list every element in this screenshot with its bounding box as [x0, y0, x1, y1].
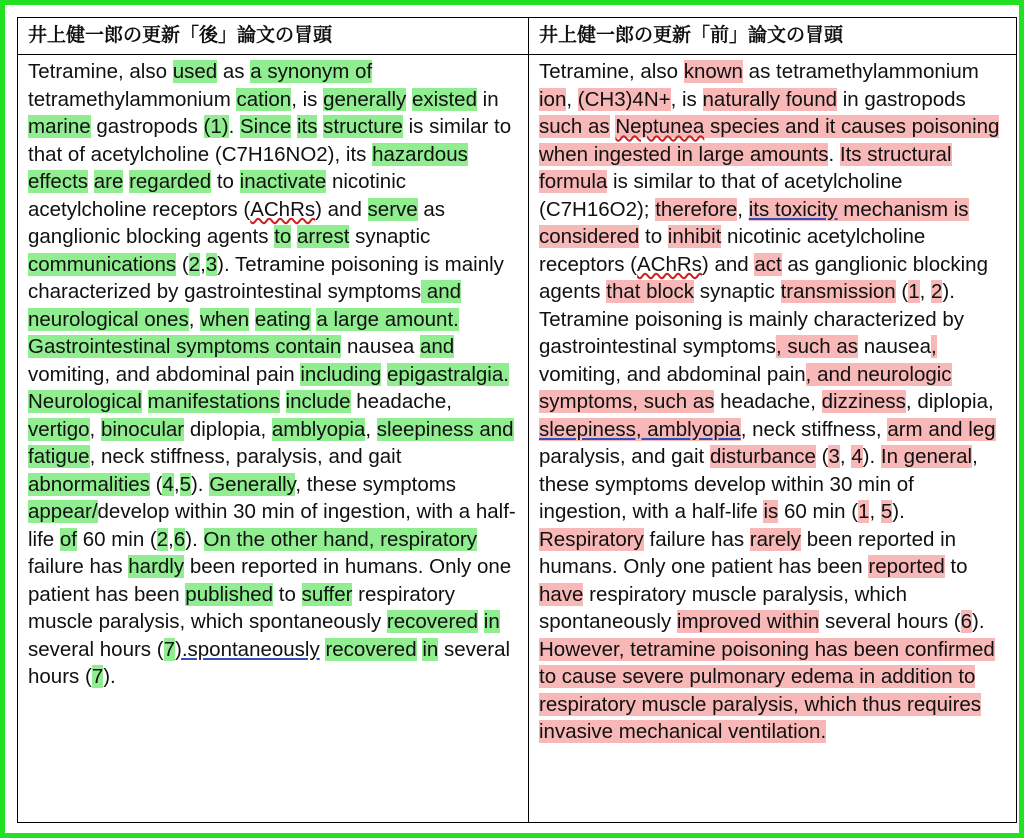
text-segment: , [188, 307, 201, 331]
highlighted-text: dizziness [821, 390, 906, 413]
highlighted-text: its toxicity [748, 197, 838, 221]
highlighted-text: communications [28, 252, 177, 276]
text-segment: been reported in humans. Only one patient has been [28, 555, 512, 606]
text-segment: , [737, 197, 749, 221]
highlighted-text: used [172, 60, 218, 83]
text-segment: , is [291, 87, 324, 111]
highlighted-text: a synonym of [250, 60, 373, 83]
highlighted-text: and neurological ones [28, 280, 461, 331]
highlighted-text: , such as [775, 335, 859, 358]
text-segment: , neck stiffness, paralysis, and gait [89, 445, 402, 468]
highlighted-text: improved within [676, 610, 820, 633]
text-segment [280, 390, 286, 413]
table-header-row [18, 18, 1017, 55]
highlighted-text: 2 [156, 527, 169, 551]
text-segment: vomiting, and abdominal pain [28, 362, 301, 386]
table-row [18, 55, 1017, 823]
highlighted-text: 7 [91, 665, 104, 688]
text-segment: gastropods [90, 115, 204, 138]
text-segment: ( [815, 445, 829, 468]
text-segment: synaptic [349, 225, 431, 248]
highlighted-text: 1 [858, 500, 870, 523]
highlighted-text: serve [367, 197, 418, 221]
highlighted-text: Gastrointestinal symptoms contain [28, 335, 342, 358]
text-segment: paralysis, and gait [539, 445, 710, 468]
text-segment: , [919, 280, 932, 303]
highlighted-text: manifestations [147, 390, 280, 413]
text-segment: AChRs [636, 252, 702, 276]
highlighted-text: arm and leg [887, 417, 996, 441]
highlighted-text: 5 [179, 472, 191, 496]
header-before: 井上健一郎の更新「前」論文の冒頭 [529, 18, 1017, 55]
highlighted-text: 4 [162, 472, 174, 496]
text-segment [88, 170, 94, 193]
text-segment: Tetramine, also [28, 60, 173, 83]
highlighted-text: marine [28, 115, 91, 138]
text-segment: , [869, 500, 881, 523]
highlighted-text: therefore [655, 197, 738, 221]
text-segment: 60 min ( [778, 500, 859, 523]
highlighted-text: appear/ [28, 500, 98, 523]
text-segment: ). [972, 610, 985, 633]
highlighted-text: naturally found [702, 87, 837, 111]
highlighted-text: 7 [163, 637, 175, 661]
highlighted-text: sleepiness and fatigue [28, 417, 514, 468]
before-text-cell [529, 55, 1017, 823]
comparison-table [17, 17, 1017, 823]
text-segment [249, 308, 255, 331]
text-segment: . [828, 142, 840, 166]
text-segment: in gastropods [837, 87, 966, 111]
text-segment: is similar to that of acetylcholine (C7H16O2); [539, 170, 903, 221]
highlighted-text: have [539, 582, 584, 606]
text-segment: , is [670, 87, 703, 111]
highlighted-text: 6 [173, 527, 186, 551]
text-segment: develop within 30 min of ingestion, with a half-life [28, 500, 516, 551]
highlighted-text: , [930, 335, 937, 358]
highlighted-text: recovered [386, 610, 479, 633]
text-segment: respiratory muscle paralysis, which spontaneously [28, 582, 455, 633]
text-segment: headache, [714, 390, 822, 413]
highlighted-text: In general [880, 445, 973, 468]
highlighted-text: published [185, 582, 274, 606]
text-segment: , [200, 252, 206, 276]
highlighted-text: in [483, 610, 500, 633]
text-segment: ). Tetramine poisoning is mainly characterized by gastrointestinal symptoms [539, 280, 965, 358]
text-segment [478, 610, 484, 633]
text-segment: diplopia, [184, 417, 272, 441]
highlighted-text: cation [236, 87, 292, 111]
text-segment: failure has [28, 555, 129, 578]
text-segment: , these symptoms [295, 472, 457, 496]
highlighted-text: including [300, 362, 382, 386]
highlighted-text: Its structural formula [539, 142, 952, 193]
text-segment: ). [190, 472, 210, 496]
text-segment: several hours ( [28, 637, 511, 688]
after-paragraph [28, 58, 518, 691]
highlighted-text: disturbance [709, 445, 816, 468]
text-segment: nicotinic acetylcholine receptors ( [28, 170, 407, 221]
highlighted-text: 5 [880, 500, 893, 523]
text-segment: AChRs [250, 197, 316, 221]
highlighted-text: species and it causes poisoning when ingested in large amounts [539, 115, 1000, 166]
text-segment: 60 min ( [77, 527, 157, 551]
highlighted-text: recovered [325, 637, 417, 661]
text-segment: nicotinic acetylcholine receptors ( [539, 225, 926, 276]
highlighted-text: Generally [209, 472, 296, 496]
text-segment: is similar to that of acetylcholine (C7H16NO2), its [28, 115, 512, 166]
highlighted-text: sleepiness, amblyopia [539, 417, 741, 441]
before-paragraph [539, 58, 1006, 746]
highlighted-text: hazardous [372, 142, 468, 166]
highlighted-text: its [296, 115, 318, 138]
highlighted-text: eating [254, 307, 311, 331]
highlighted-text: 1 [908, 280, 920, 303]
text-segment: failure has [643, 527, 750, 551]
highlighted-text: However, tetramine poisoning has been confirmed to cause severe pulmonary edema in addition to respiratory muscle paralysis, which thus requires invasive mechanical ventilation. [539, 637, 995, 743]
text-segment: to [639, 225, 668, 248]
highlighted-text: mechanism is considered [539, 197, 969, 248]
highlighted-text: when [200, 307, 250, 331]
highlighted-text: to [274, 225, 292, 248]
text-segment: , diplopia, [905, 390, 994, 413]
highlighted-text: of [59, 527, 78, 551]
text-segment: nausea [858, 335, 931, 358]
text-segment: Tetramine, also [539, 60, 684, 83]
text-segment: , these symptoms develop within 30 min of ingestion, with a half-life [539, 445, 978, 523]
text-segment: ( [149, 472, 163, 496]
text-segment: ). [862, 445, 881, 468]
text-segment: vomiting, and abdominal pain [539, 362, 806, 386]
text-segment: to [211, 170, 240, 193]
highlighted-text: (1) [203, 115, 229, 138]
highlighted-text: regarded [129, 170, 212, 193]
text-segment: as tetramethylammonium [742, 60, 979, 83]
highlighted-text: in [422, 637, 439, 661]
highlighted-text: existed [412, 87, 477, 111]
text-segment: , [365, 417, 377, 441]
highlighted-text: 2 [931, 280, 943, 303]
text-segment: , [566, 87, 578, 111]
highlighted-text: a large amount. [316, 307, 459, 331]
highlighted-text: inhibit [667, 225, 722, 248]
highlighted-text: such as [539, 115, 610, 138]
highlighted-text: abnormalities [28, 472, 150, 496]
highlighted-text: known [683, 60, 743, 83]
highlighted-text: act [754, 252, 782, 276]
highlighted-text: 4 [851, 445, 863, 468]
highlighted-text: ion [539, 87, 567, 111]
text-segment [142, 390, 148, 413]
text-segment: ). [185, 527, 204, 551]
text-segment: , [168, 527, 174, 551]
highlighted-text: suffer [301, 582, 353, 606]
highlighted-text: structure [323, 115, 403, 138]
text-segment: , neck stiffness, [740, 417, 888, 441]
highlighted-text: Neurological [28, 390, 142, 413]
highlighted-text: effects [28, 170, 89, 193]
highlighted-text: transmission [780, 280, 896, 303]
highlighted-text: generally [323, 87, 407, 111]
highlighted-text: , and neurologic symptoms, such as [539, 362, 952, 413]
text-segment: as ganglionic blocking agents [539, 252, 988, 303]
text-segment: ) and [315, 197, 368, 221]
text-segment: several hours ( [819, 610, 961, 633]
text-segment: . [228, 115, 240, 138]
header-after: 井上健一郎の更新「後」論文の冒頭 [18, 18, 529, 55]
text-segment: been reported in humans. Only one patient has been [539, 527, 957, 578]
highlighted-text: arrest [296, 225, 350, 248]
text-segment: tetramethylammonium [28, 87, 237, 111]
highlighted-text: are [93, 170, 124, 193]
text-segment: , [839, 445, 852, 468]
highlighted-text: On the other hand, respiratory [203, 527, 477, 551]
text-segment: several hours ( [28, 637, 164, 661]
text-segment: synaptic [694, 280, 781, 303]
highlighted-text: inactivate [239, 170, 327, 193]
text-segment: ( [895, 280, 909, 303]
highlighted-text: hardly [128, 555, 185, 578]
highlighted-text: amblyopia [271, 417, 366, 441]
highlighted-text: 2 [188, 252, 201, 276]
text-segment: nausea [341, 335, 420, 358]
highlighted-text: include [285, 390, 351, 413]
text-segment: in [476, 87, 499, 111]
highlighted-text: and [419, 335, 455, 358]
text-segment: ) and [701, 252, 755, 276]
highlighted-text: Neptunea [615, 115, 705, 138]
after-text-cell [18, 55, 529, 823]
highlighted-text: 3 [828, 445, 840, 468]
text-segment: ). [892, 500, 905, 523]
highlighted-text: 3 [205, 252, 218, 276]
highlighted-text: reported [868, 555, 945, 578]
highlighted-text: 6 [960, 610, 973, 633]
highlighted-text: that block [606, 280, 694, 303]
text-segment: respiratory muscle paralysis, which spontaneously [539, 582, 908, 633]
highlighted-text: is [763, 500, 779, 523]
text-segment: to [273, 582, 302, 606]
highlighted-text: Respiratory [539, 527, 644, 551]
text-segment: headache, [350, 390, 452, 413]
highlighted-text: epigastralgia. [387, 362, 509, 386]
highlighted-text: binocular [100, 417, 185, 441]
text-segment: as [217, 60, 251, 83]
highlighted-text: (CH3)4N+ [577, 87, 671, 111]
text-segment: ( [176, 252, 189, 276]
highlighted-text: rarely [749, 527, 802, 551]
text-segment: ). [103, 665, 116, 688]
text-segment: as ganglionic blocking agents [28, 197, 446, 248]
highlighted-text: Since [239, 115, 292, 138]
text-segment: ).spontaneously [175, 637, 320, 661]
text-segment: ). Tetramine poisoning is mainly characterized by gastrointestinal symptoms [28, 252, 504, 303]
text-segment: , [173, 472, 180, 496]
text-segment: , [89, 417, 101, 441]
text-segment: to [944, 555, 968, 578]
highlighted-text: vertigo [28, 417, 90, 441]
